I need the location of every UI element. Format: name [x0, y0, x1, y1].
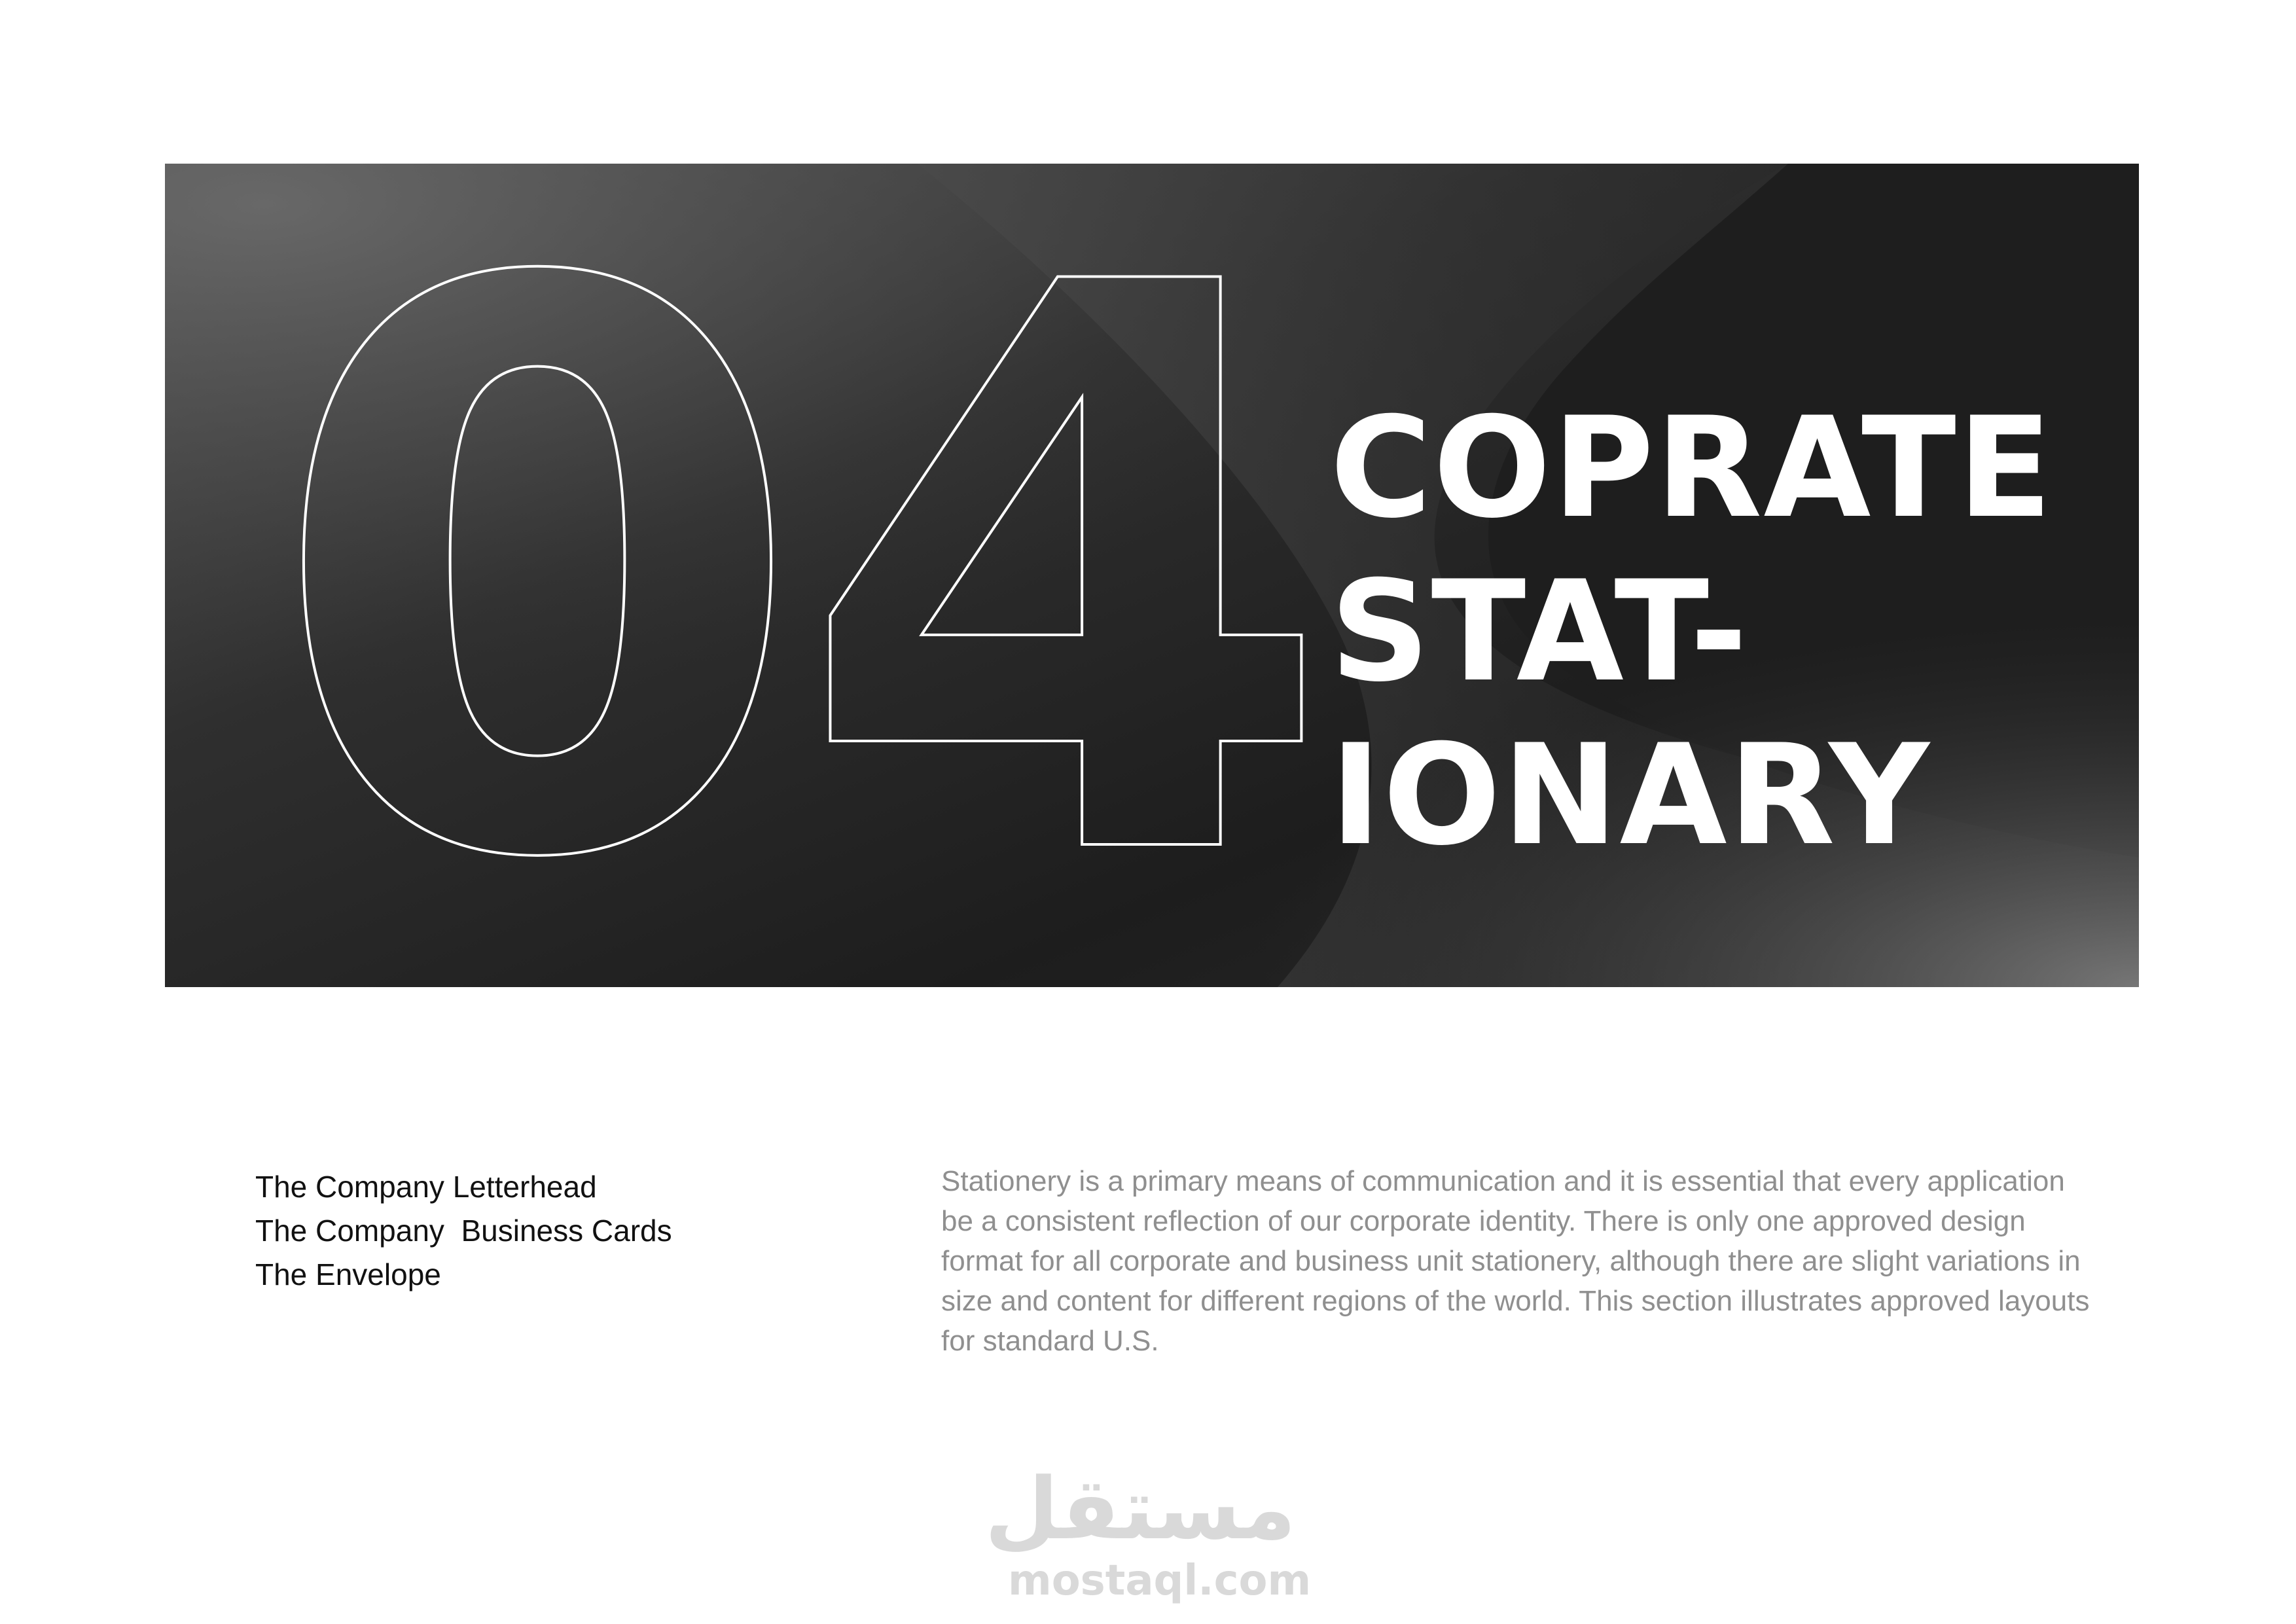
section-title: [1330, 386, 2053, 877]
contents-item-envelope: The Envelope: [255, 1257, 441, 1291]
watermark-logo: [984, 1459, 1312, 1605]
section-number-text: 04: [266, 164, 1325, 987]
watermark-arabic-text: مستقل: [984, 1459, 1296, 1559]
section-title-line-2: STAT-: [1330, 550, 1749, 712]
contents-item-letterhead: The Company Letterhead: [255, 1170, 597, 1204]
watermark-url: mostaql.com: [1008, 1557, 1312, 1605]
contents-list: [255, 1165, 672, 1297]
section-description: Stationery is a primary means of communication and it is essential that every application be a consistent reflection of our corporate identity. There is only one approved design format for all corporate and business unit stationery, although there are slight variations in size and content for different regions of the world. This section illustrates approved layouts for standard U.S.: [941, 1165, 2090, 1357]
hero-banner: [165, 164, 2139, 987]
section-title-line-3: IONARY: [1330, 714, 1931, 876]
contents-item-business-cards: The Company Business Cards: [255, 1214, 672, 1248]
section-title-line-1: COPRATE: [1330, 387, 2054, 549]
